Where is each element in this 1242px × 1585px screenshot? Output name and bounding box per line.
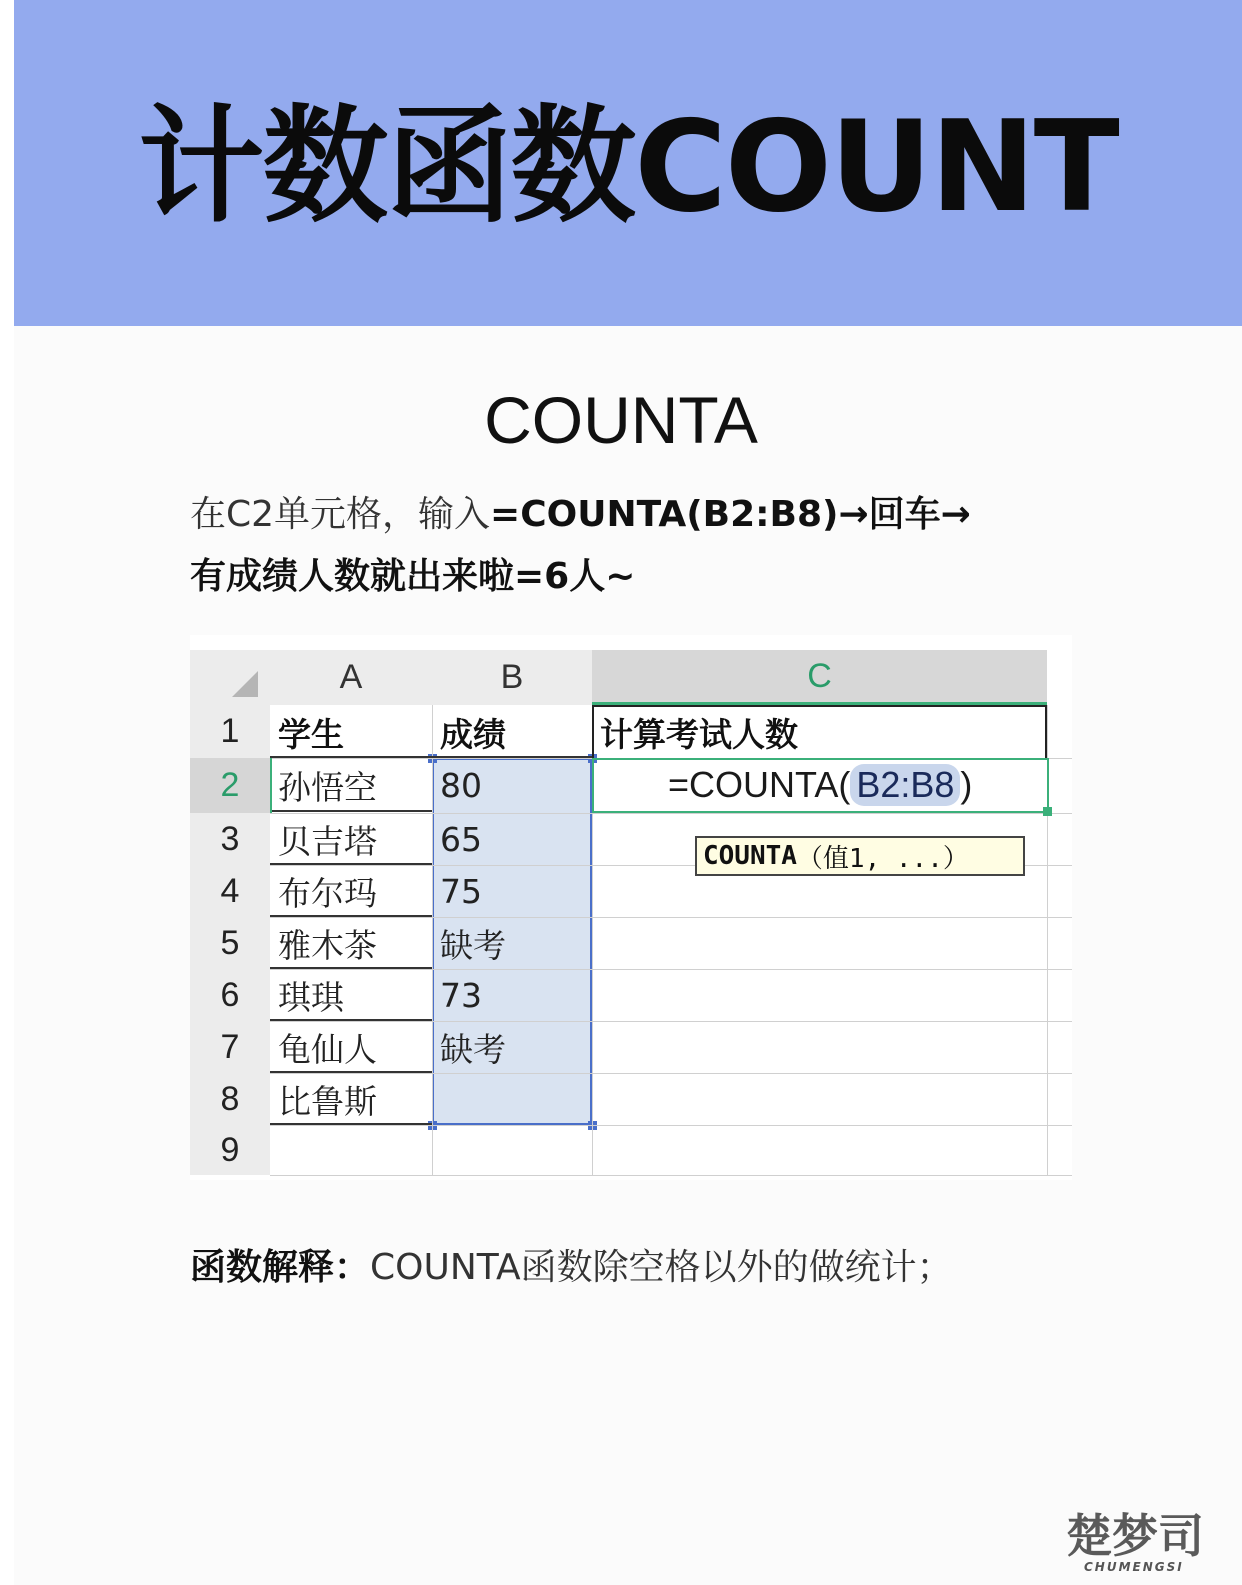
row-header-2[interactable]: 2 xyxy=(190,758,270,813)
cell-b2[interactable]: 80 xyxy=(440,765,482,805)
formula-suffix: ) xyxy=(960,764,973,805)
tooltip-function-name: COUNTA xyxy=(703,841,797,871)
column-header-b[interactable]: B xyxy=(432,650,592,705)
cell-a4[interactable]: 布尔玛 xyxy=(278,873,377,913)
cell-b8[interactable] xyxy=(432,1073,592,1125)
watermark-sub: CHUMENGSI xyxy=(1084,1560,1184,1574)
formula-c2[interactable] xyxy=(668,759,972,811)
explanation-label: 函数解释： xyxy=(190,1247,371,1288)
cell-a7[interactable]: 龟仙人 xyxy=(278,1029,377,1069)
column-header-c[interactable]: C xyxy=(592,650,1047,705)
cell-b4[interactable]: 75 xyxy=(440,871,482,911)
row-header-4[interactable]: 4 xyxy=(190,865,270,917)
row-header-5[interactable]: 5 xyxy=(190,917,270,969)
cell-a1[interactable]: 学生 xyxy=(278,714,344,754)
description xyxy=(190,484,1150,608)
row-header-6[interactable]: 6 xyxy=(190,969,270,1021)
section-title: COUNTA xyxy=(484,383,758,457)
grid-line xyxy=(270,1125,1072,1126)
row-header-3[interactable]: 3 xyxy=(190,813,270,865)
cell-a8[interactable]: 比鲁斯 xyxy=(278,1081,377,1121)
tooltip-args: （值1, ...） xyxy=(796,843,969,874)
function-tooltip xyxy=(695,836,1025,876)
function-explanation xyxy=(190,1238,1150,1298)
select-all-corner[interactable] xyxy=(190,650,270,705)
watermark-glyphs: 楚梦司 xyxy=(1066,1509,1204,1563)
description-result: 有成绩人数就出来啦=6人~ xyxy=(190,556,636,597)
row-header-7[interactable]: 7 xyxy=(190,1021,270,1073)
cell-a6[interactable]: 琪琪 xyxy=(278,977,344,1017)
cell-b7[interactable]: 缺考 xyxy=(440,1029,506,1069)
formula-range-ref: B2:B8 xyxy=(850,764,960,806)
row-header-1[interactable]: 1 xyxy=(190,705,270,758)
cell-b6[interactable]: 73 xyxy=(440,975,482,1015)
grid-line xyxy=(270,1175,1072,1176)
formula-prefix: =COUNTA( xyxy=(668,764,851,805)
watermark-logo xyxy=(1060,1508,1240,1585)
cell-b1[interactable]: 成绩 xyxy=(440,714,506,754)
cell-a2[interactable]: 孙悟空 xyxy=(278,767,377,807)
left-margin xyxy=(0,0,14,1585)
spreadsheet xyxy=(190,635,1072,1180)
fill-handle[interactable] xyxy=(1043,807,1052,816)
cell-a5[interactable]: 雅木茶 xyxy=(278,925,377,965)
cell-b3[interactable]: 65 xyxy=(440,819,482,859)
row-header-9[interactable]: 9 xyxy=(190,1125,270,1175)
column-header-a[interactable]: A xyxy=(270,650,432,705)
cell-c1[interactable]: 计算考试人数 xyxy=(600,714,798,754)
title-banner xyxy=(14,0,1242,326)
description-formula: =COUNTA(B2:B8)→回车→ xyxy=(490,494,971,535)
cell-b5[interactable]: 缺考 xyxy=(440,925,506,965)
cell-a3[interactable]: 贝吉塔 xyxy=(278,821,377,861)
banner-title: 计数函数COUNT xyxy=(138,93,1118,240)
description-prefix: 在C2单元格，输入 xyxy=(190,494,491,535)
corner-triangle-icon xyxy=(232,671,258,697)
explanation-text: COUNTA函数除空格以外的做统计； xyxy=(370,1247,953,1288)
row-header-8[interactable]: 8 xyxy=(190,1073,270,1125)
